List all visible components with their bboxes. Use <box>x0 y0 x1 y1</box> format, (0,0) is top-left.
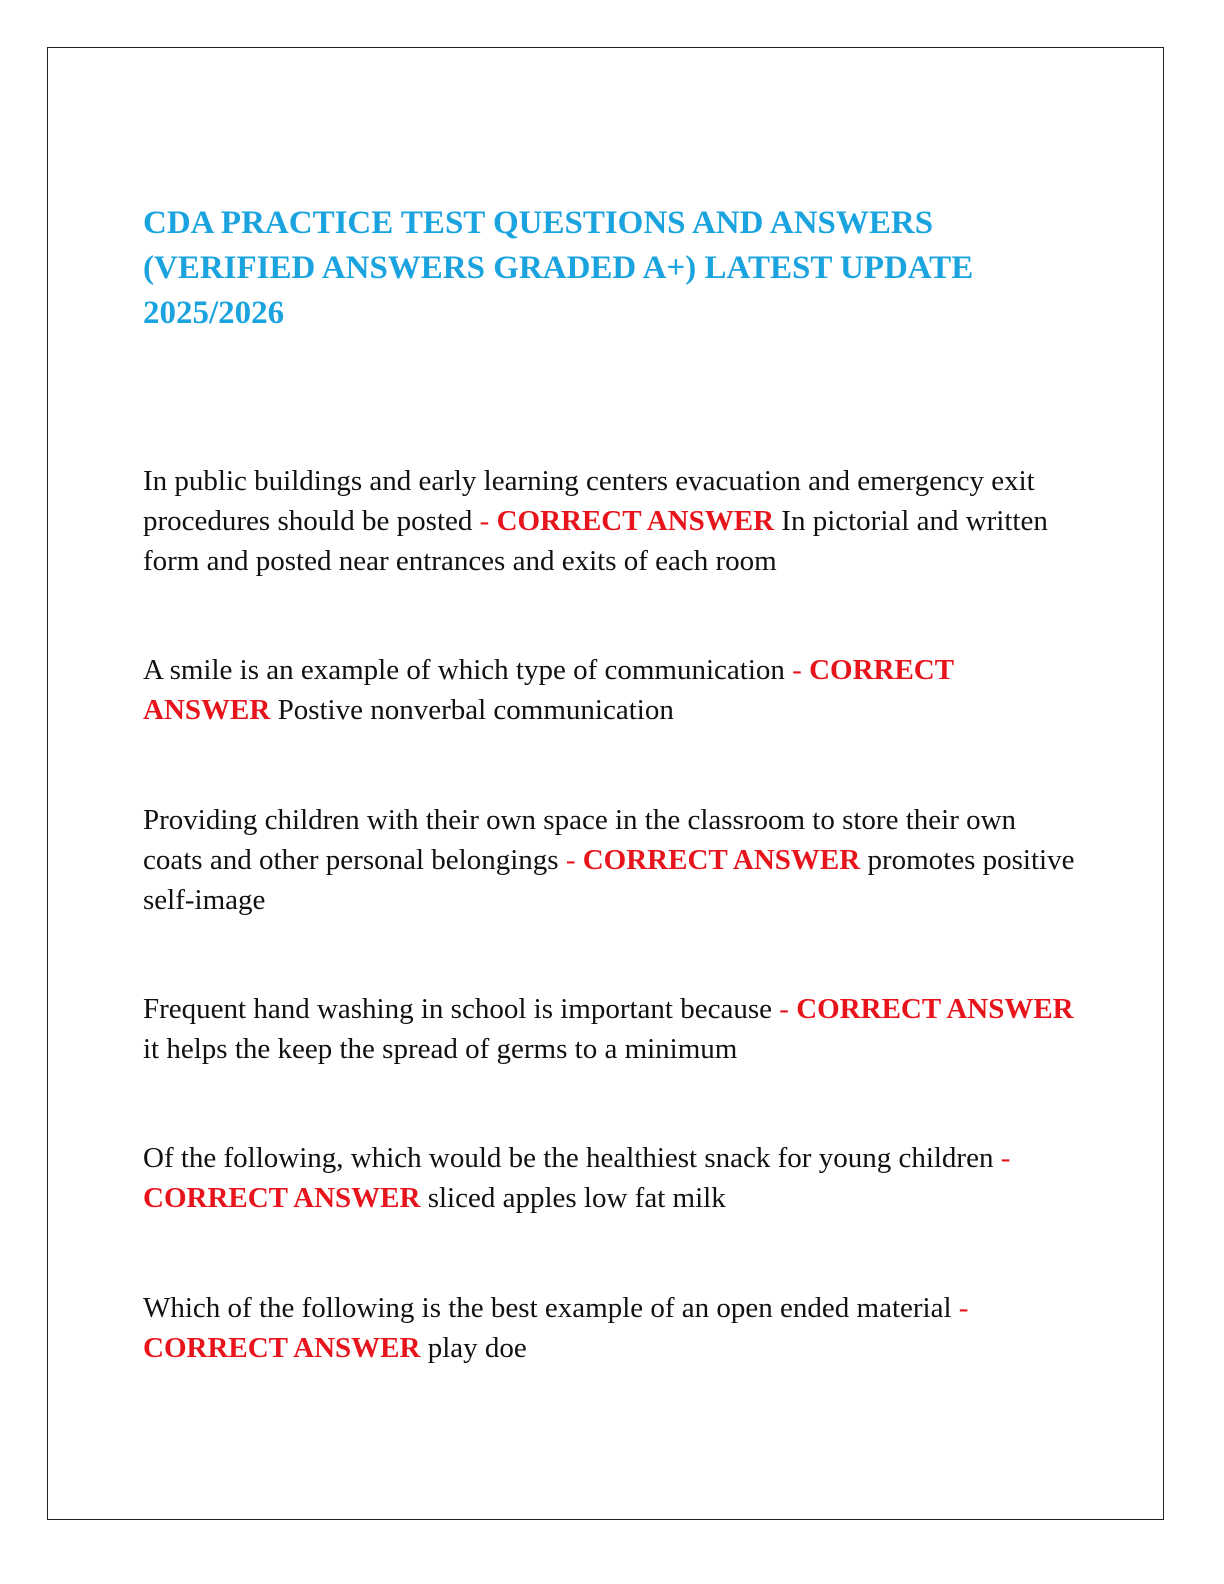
qa-item <box>143 1138 1078 1218</box>
correct-answer-label: CORRECT ANSWER <box>143 1182 421 1214</box>
question-text: Of the following, which would be the healthiest snack for young children <box>143 1142 994 1174</box>
correct-answer-label: CORRECT ANSWER <box>143 654 954 726</box>
qa-item <box>143 1288 1078 1368</box>
answer-separator: - <box>958 1292 969 1324</box>
qa-item <box>143 989 1078 1069</box>
answer-text: sliced apples low fat milk <box>427 1182 726 1214</box>
answer-separator: - <box>779 993 789 1025</box>
correct-answer-label: CORRECT ANSWER <box>143 1332 421 1364</box>
qa-item <box>143 461 1078 581</box>
answer-separator: - <box>565 844 576 876</box>
question-text: In public buildings and early learning centers evacuation and emergency exit procedures should be posted <box>143 465 1035 537</box>
qa-item <box>143 650 1078 730</box>
question-text: Which of the following is the best example of an open ended material <box>143 1292 952 1324</box>
question-text: A smile is an example of which type of communication <box>143 654 785 686</box>
correct-answer-label: CORRECT ANSWER <box>582 844 861 876</box>
answer-text: promotes positive self-image <box>143 844 1075 916</box>
answer-separator: - <box>1000 1142 1011 1174</box>
answer-text: Postive nonverbal communication <box>277 694 674 726</box>
question-text: Providing children with their own space in the classroom to store their own coats and other personal belongings <box>143 804 1017 876</box>
correct-answer-label: CORRECT ANSWER <box>796 993 1074 1025</box>
answer-separator: - <box>792 654 802 686</box>
answer-text: it helps the keep the spread of germs to a minimum <box>143 1033 738 1065</box>
answer-text: In pictorial and written form and posted near entrances and exits of each room <box>143 505 1048 577</box>
answer-separator: - <box>479 505 490 537</box>
question-text: Frequent hand washing in school is important because <box>143 993 773 1025</box>
correct-answer-label: CORRECT ANSWER <box>496 505 775 537</box>
qa-item <box>143 800 1078 920</box>
document-title: CDA PRACTICE TEST QUESTIONS AND ANSWERS (VERIFIED ANSWERS GRADED A+) LATEST UPDATE 2025/2026 <box>143 205 974 331</box>
answer-text: play doe <box>427 1332 527 1364</box>
